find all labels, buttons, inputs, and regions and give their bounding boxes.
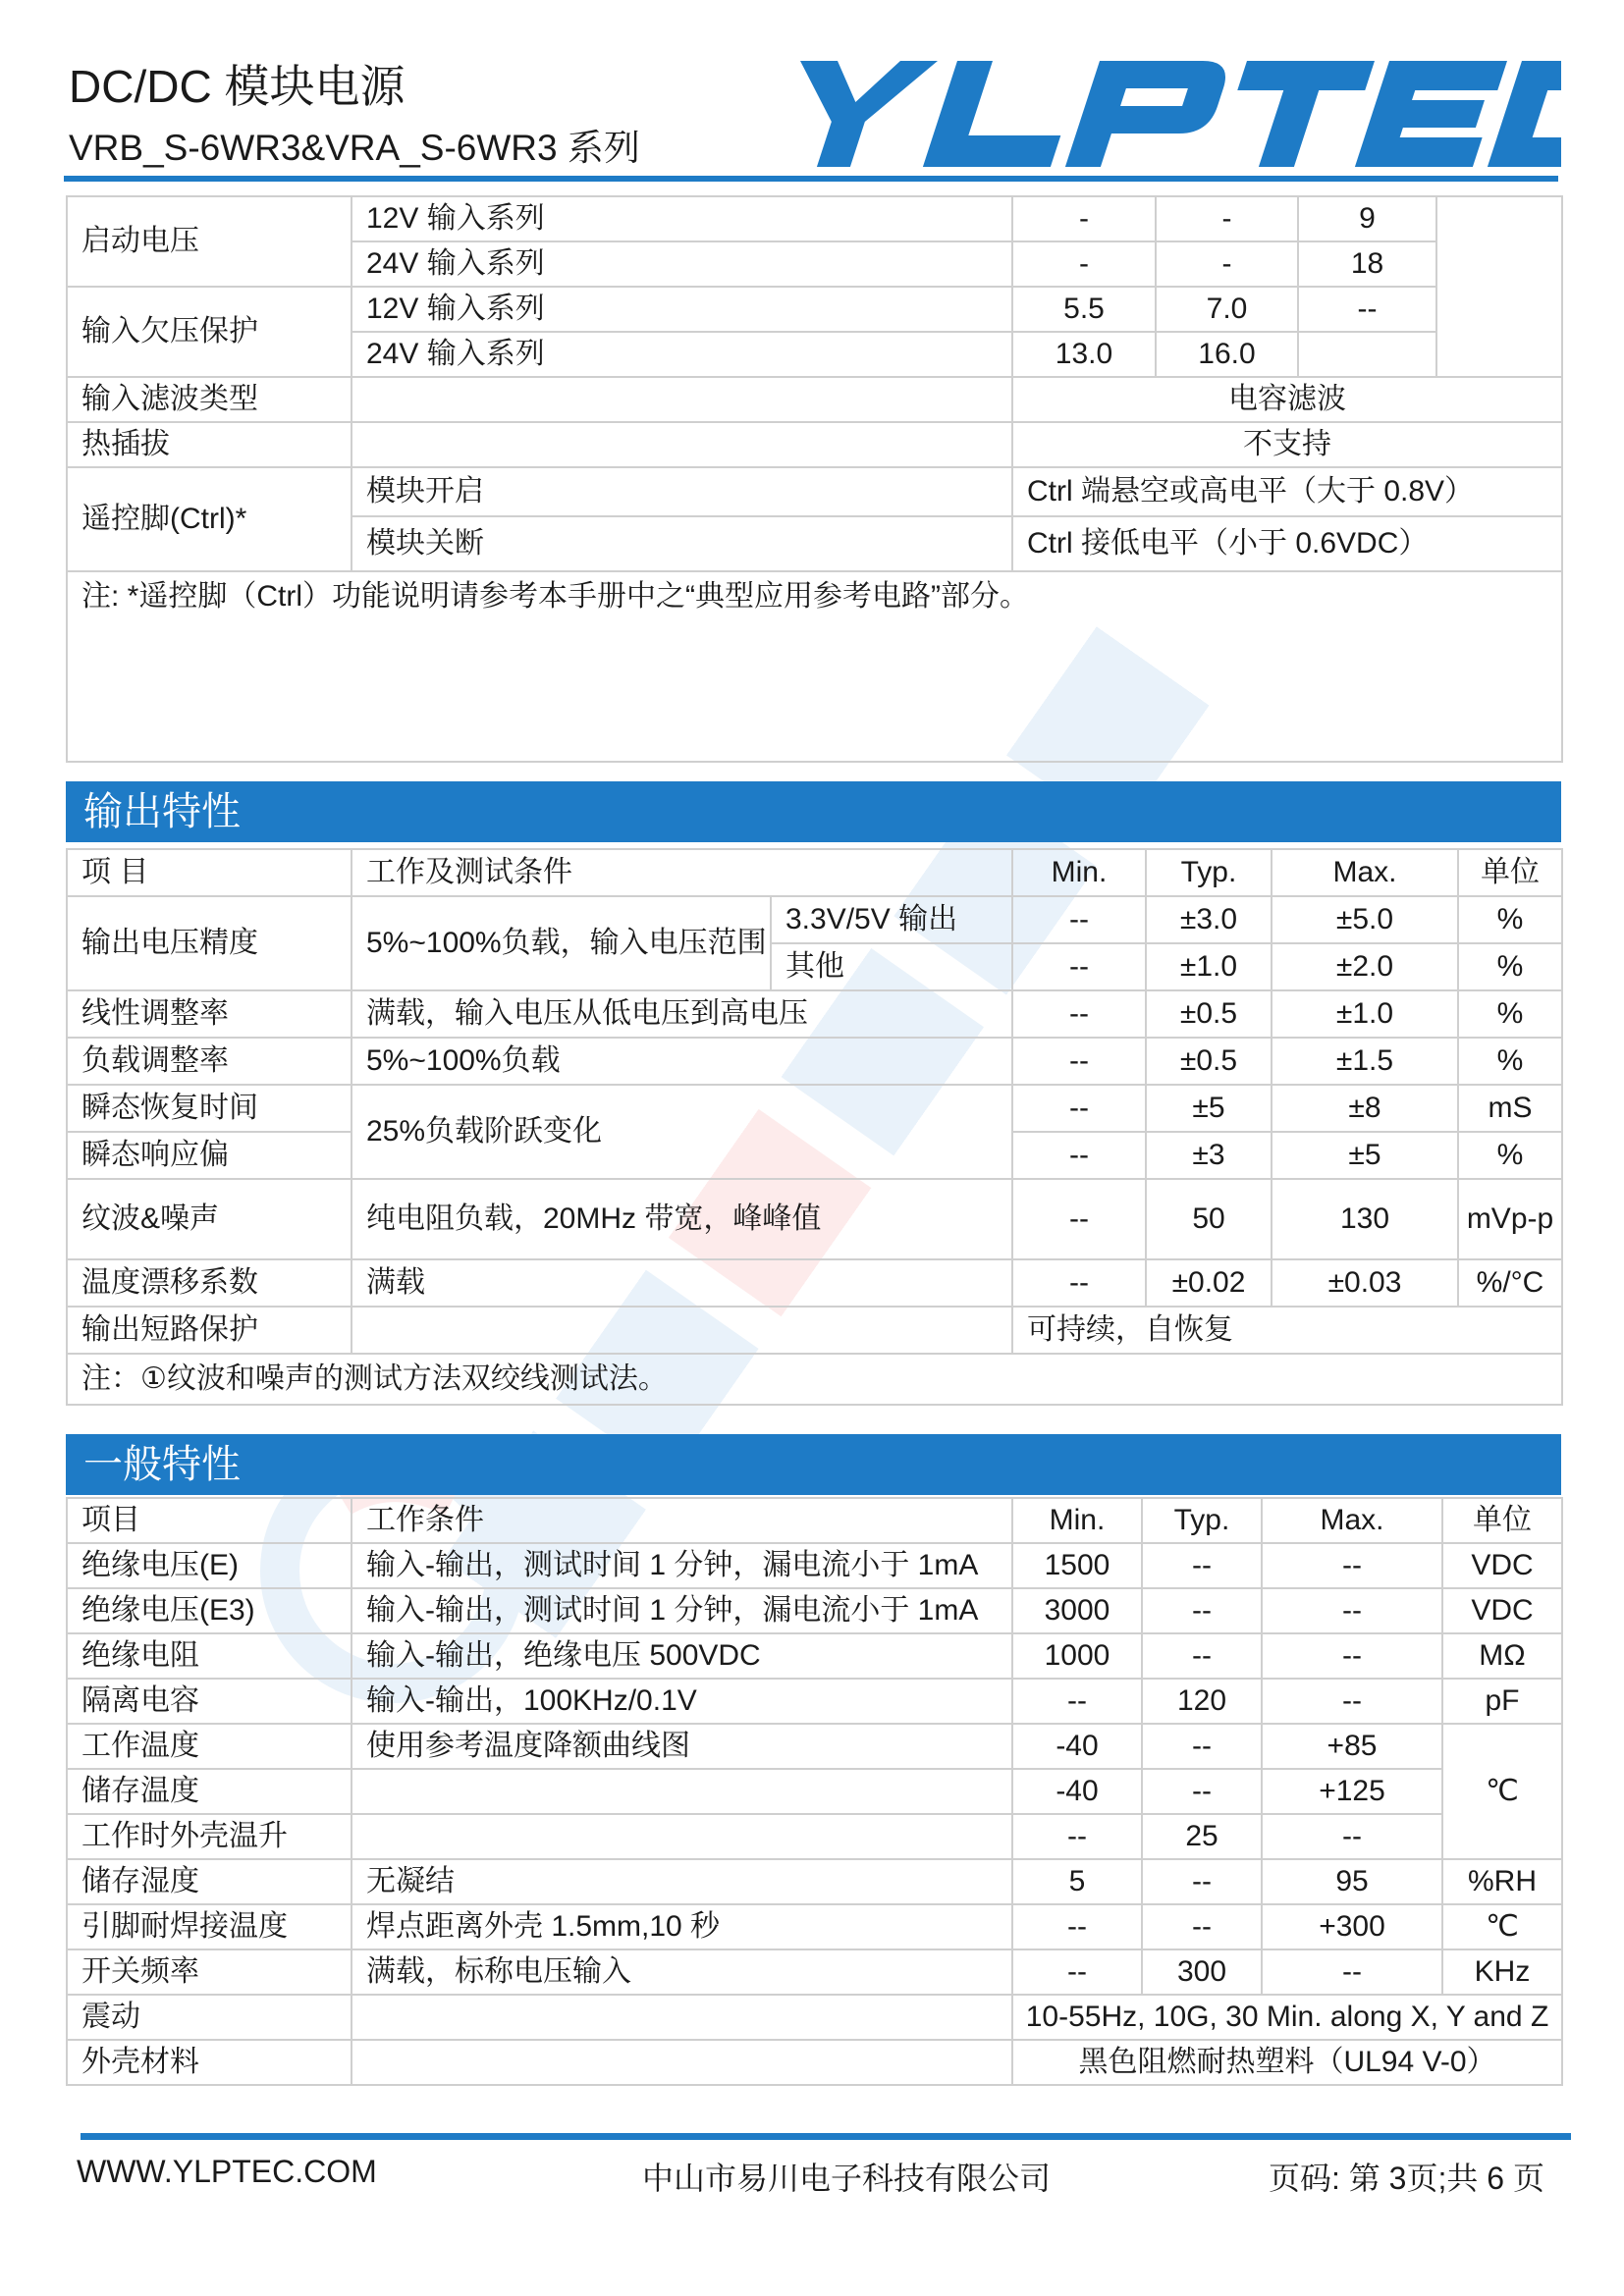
max-cell: ±1.5 [1272,1038,1458,1085]
document-title: DC/DC 模块电源 [69,61,406,112]
min-cell: 1500 [1012,1543,1142,1588]
max-cell: +300 [1262,1904,1442,1949]
condition-cell: 满载 [352,1259,1012,1307]
table-row [67,287,1562,332]
header-max: Max. [1262,1498,1442,1543]
unit-cell: % [1458,896,1562,943]
row-label: 遥控脚(Ctrl)* [67,467,352,571]
typ-cell: -- [1142,1724,1262,1769]
min-cell: 5 [1012,1859,1142,1904]
min-cell: 13.0 [1012,332,1156,377]
condition-cell: 模块开启 [352,467,1012,516]
table-row [67,990,1562,1038]
condition-cell: 模块关断 [352,516,1012,571]
unit-cell: pF [1442,1679,1562,1724]
typ-cell: 7.0 [1156,287,1298,332]
row-label: 外壳材料 [67,2040,352,2085]
typ-cell: 50 [1146,1179,1272,1259]
unit-cell [1436,196,1562,377]
condition-cell [352,1995,1012,2040]
min-cell: -- [1012,990,1146,1038]
table-row [67,1949,1562,1995]
unit-cell: %RH [1442,1859,1562,1904]
typ-cell: -- [1142,1543,1262,1588]
typ-cell: 300 [1142,1949,1262,1995]
typ-cell: -- [1142,1859,1262,1904]
min-cell: -- [1012,1904,1142,1949]
row-label: 绝缘电压(E3) [67,1588,352,1633]
output-note: 注：①纹波和噪声的测试方法双绞线测试法。 [67,1354,1562,1405]
condition-cell: 输入-输出，绝缘电压 500VDC [352,1633,1012,1679]
min-cell: -- [1012,1259,1146,1307]
max-cell: ±0.03 [1272,1259,1458,1307]
row-label: 绝缘电阻 [67,1633,352,1679]
condition-cell: 24V 输入系列 [352,332,1012,377]
section-title-output: 输出特性 [66,781,1561,842]
typ-cell: 120 [1142,1679,1262,1724]
row-label: 储存湿度 [67,1859,352,1904]
max-cell [1298,332,1436,377]
table-header-row [67,1498,1562,1543]
typ-cell: -- [1142,1904,1262,1949]
unit-cell: ℃ [1442,1904,1562,1949]
typ-cell: ±1.0 [1146,943,1272,990]
condition-cell: 输入-输出，100KHz/0.1V [352,1679,1012,1724]
typ-cell: -- [1142,1588,1262,1633]
min-cell: 1000 [1012,1633,1142,1679]
header-condition: 工作及测试条件 [352,849,1012,896]
min-cell: -- [1012,1679,1142,1724]
table-row [67,1904,1562,1949]
row-label: 工作时外壳温升 [67,1814,352,1859]
max-cell: -- [1262,1814,1442,1859]
condition-cell: 满载，输入电压从低电压到高电压 [352,990,1012,1038]
min-cell: -- [1012,1132,1146,1179]
value-cell: Ctrl 端悬空或高电平（大于 0.8V） [1012,467,1562,516]
row-label: 输入欠压保护 [67,287,352,377]
min-cell: -- [1012,1179,1146,1259]
table-row [67,1724,1562,1769]
typ-cell: 25 [1142,1814,1262,1859]
condition-cell: 25%负载阶跃变化 [352,1085,1012,1179]
condition-cell [352,2040,1012,2085]
header-typ: Typ. [1142,1498,1262,1543]
header-item: 项 目 [67,849,352,896]
row-label: 储存温度 [67,1769,352,1814]
header-rule [64,176,1558,182]
min-cell: -- [1012,1949,1142,1995]
max-cell: +125 [1262,1769,1442,1814]
table-row [67,1814,1562,1859]
unit-cell: mS [1458,1085,1562,1132]
unit-cell: KHz [1442,1949,1562,1995]
row-label: 纹波&噪声 [67,1179,352,1259]
max-cell: 9 [1298,196,1436,241]
max-cell: ±5 [1272,1132,1458,1179]
min-cell: -- [1012,943,1146,990]
unit-cell: % [1458,990,1562,1038]
unit-cell: % [1458,1132,1562,1179]
header-item: 项目 [67,1498,352,1543]
condition-cell [352,1814,1012,1859]
row-label: 热插拔 [67,422,352,467]
unit-cell: mVp-p [1458,1179,1562,1259]
typ-cell: ±0.5 [1146,990,1272,1038]
typ-cell: - [1156,241,1298,287]
condition-cell: 输入-输出，测试时间 1 分钟，漏电流小于 1mA [352,1543,1012,1588]
footer-rule [81,2133,1571,2140]
max-cell: 130 [1272,1179,1458,1259]
unit-cell: % [1458,1038,1562,1085]
typ-cell: 16.0 [1156,332,1298,377]
header-condition: 工作条件 [352,1498,1012,1543]
typ-cell: -- [1142,1769,1262,1814]
value-cell: Ctrl 接低电平（小于 0.6VDC） [1012,516,1562,571]
header-max: Max. [1272,849,1458,896]
row-label: 负载调整率 [67,1038,352,1085]
header-unit: 单位 [1458,849,1562,896]
max-cell: ±8 [1272,1085,1458,1132]
row-label: 启动电压 [67,196,352,287]
table-row [67,1769,1562,1814]
max-cell: ±1.0 [1272,990,1458,1038]
row-label: 瞬态响应偏 [67,1132,352,1179]
value-cell: 10-55Hz, 10G, 30 Min. along X, Y and Z [1012,1995,1562,2040]
table-row [67,1633,1562,1679]
unit-cell: VDC [1442,1543,1562,1588]
min-cell: -40 [1012,1724,1142,1769]
condition-cell [352,1307,1012,1354]
min-cell: - [1012,241,1156,287]
condition-cell: 输入-输出，测试时间 1 分钟，漏电流小于 1mA [352,1588,1012,1633]
min-cell: -- [1012,896,1146,943]
max-cell: 95 [1262,1859,1442,1904]
unit-cell: % [1458,943,1562,990]
condition-cell [352,1769,1012,1814]
sub-condition-cell: 3.3V/5V 输出 [771,896,1012,943]
output-spec-table [66,848,1563,1406]
footer-company: 中山市易川电子科技有限公司 [642,2161,1052,2196]
max-cell: -- [1262,1588,1442,1633]
condition-cell: 纯电阻负载，20MHz 带宽，峰峰值 [352,1179,1012,1259]
max-cell: -- [1262,1679,1442,1724]
max-cell: -- [1262,1543,1442,1588]
table-row [67,196,1562,241]
row-label: 瞬态恢复时间 [67,1085,352,1132]
unit-cell: VDC [1442,1588,1562,1633]
document-subtitle: VRB_S-6WR3&VRA_S-6WR3 系列 [69,128,640,168]
value-cell: 不支持 [1012,422,1562,467]
table-row [67,1588,1562,1633]
section-title-general: 一般特性 [66,1434,1561,1495]
min-cell: -40 [1012,1769,1142,1814]
typ-cell: ±5 [1146,1085,1272,1132]
row-label: 开关频率 [67,1949,352,1995]
max-cell: ±5.0 [1272,896,1458,943]
condition-cell: 无凝结 [352,1859,1012,1904]
condition-cell [352,377,1012,422]
row-label: 隔离电容 [67,1679,352,1724]
value-cell: 电容滤波 [1012,377,1562,422]
row-label: 输出电压精度 [67,896,352,990]
row-label: 温度漂移系数 [67,1259,352,1307]
max-cell: -- [1262,1949,1442,1995]
table-row [67,467,1562,516]
header-min: Min. [1012,1498,1142,1543]
table-row [67,1859,1562,1904]
typ-cell: ±0.5 [1146,1038,1272,1085]
footer-page-number: 页码: 第 3页;共 6 页 [1269,2161,1544,2196]
condition-cell: 使用参考温度降额曲线图 [352,1724,1012,1769]
table-row [67,377,1562,422]
typ-cell: ±3 [1146,1132,1272,1179]
condition-cell: 满载，标称电压输入 [352,1949,1012,1995]
row-label: 输入滤波类型 [67,377,352,422]
min-cell: -- [1012,1085,1146,1132]
table-row [67,1679,1562,1724]
row-label: 绝缘电压(E) [67,1543,352,1588]
table-row [67,1354,1562,1405]
min-cell: - [1012,196,1156,241]
ylptec-logo [766,61,1561,167]
condition-cell: 12V 输入系列 [352,196,1012,241]
table-header-row [67,849,1562,896]
general-spec-table [66,1497,1563,2086]
input-note: 注: *遥控脚（Ctrl）功能说明请参考本手册中之“典型应用参考电路”部分。 [67,571,1562,762]
max-cell: +85 [1262,1724,1442,1769]
typ-cell: -- [1142,1633,1262,1679]
max-cell: -- [1262,1633,1442,1679]
unit-cell: MΩ [1442,1633,1562,1679]
typ-cell: - [1156,196,1298,241]
table-row [67,1085,1562,1132]
max-cell: ±2.0 [1272,943,1458,990]
table-row [67,571,1562,762]
typ-cell: ±3.0 [1146,896,1272,943]
condition-cell [352,422,1012,467]
table-row [67,1038,1562,1085]
min-cell: -- [1012,1038,1146,1085]
typ-cell: ±0.02 [1146,1259,1272,1307]
table-row [67,1259,1562,1307]
condition-cell: 5%~100%负载，输入电压范围 [352,896,771,990]
table-row [67,422,1562,467]
condition-cell: 24V 输入系列 [352,241,1012,287]
footer-website: WWW.YLPTEC.COM [77,2154,377,2189]
condition-cell: 5%~100%负载 [352,1038,1012,1085]
row-label: 引脚耐焊接温度 [67,1904,352,1949]
table-row [67,1543,1562,1588]
value-cell: 黑色阻燃耐热塑料（UL94 V-0） [1012,2040,1562,2085]
header-unit: 单位 [1442,1498,1562,1543]
unit-cell: ℃ [1442,1724,1562,1859]
header-min: Min. [1012,849,1146,896]
row-label: 输出短路保护 [67,1307,352,1354]
header-typ: Typ. [1146,849,1272,896]
row-label: 线性调整率 [67,990,352,1038]
condition-cell: 焊点距离外壳 1.5mm,10 秒 [352,1904,1012,1949]
table-row [67,1179,1562,1259]
max-cell: -- [1298,287,1436,332]
table-row [67,1307,1562,1354]
row-label: 工作温度 [67,1724,352,1769]
condition-cell: 12V 输入系列 [352,287,1012,332]
sub-condition-cell: 其他 [771,943,1012,990]
min-cell: -- [1012,1814,1142,1859]
row-label: 震动 [67,1995,352,2040]
min-cell: 3000 [1012,1588,1142,1633]
input-spec-table [66,195,1563,763]
value-cell: 可持续，自恢复 [1012,1307,1562,1354]
table-row [67,896,1562,943]
table-row [67,2040,1562,2085]
max-cell: 18 [1298,241,1436,287]
min-cell: 5.5 [1012,287,1156,332]
unit-cell: %/°C [1458,1259,1562,1307]
table-row [67,1995,1562,2040]
